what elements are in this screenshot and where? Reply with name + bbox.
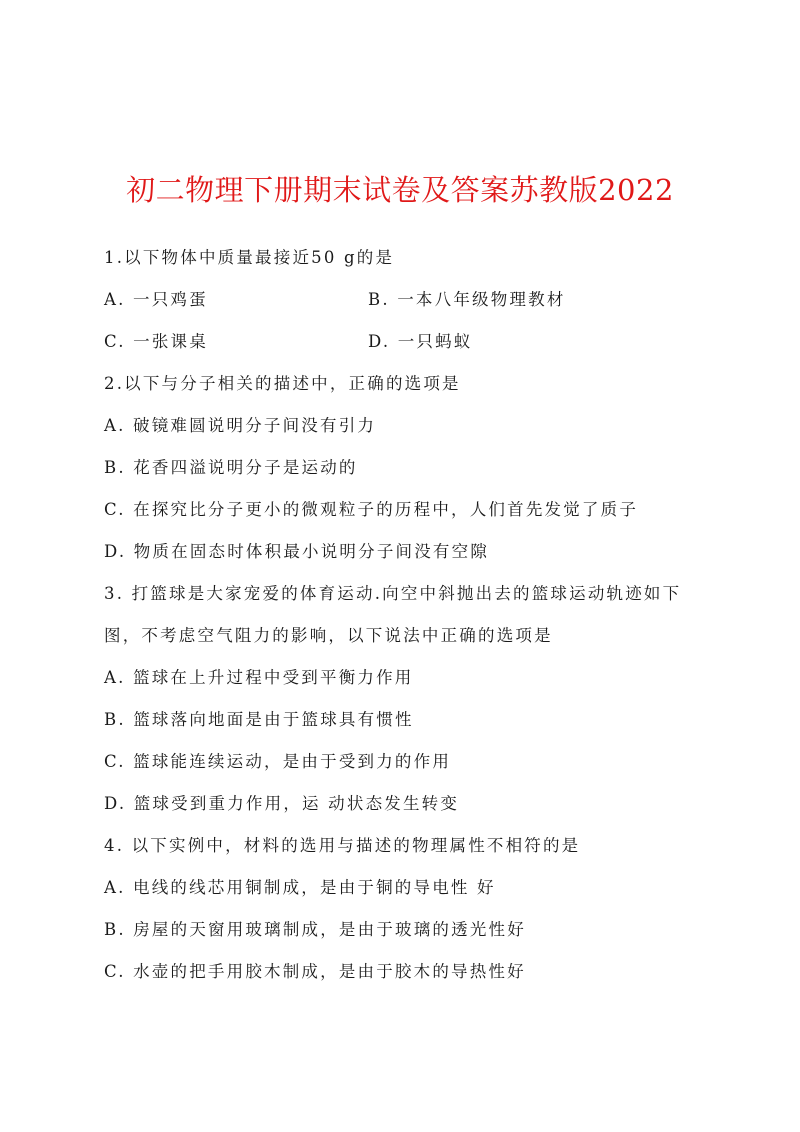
question-4-option-b: B. 房屋的天窗用玻璃制成，是由于玻璃的透光性好 [104,920,526,939]
question-3-stem-line-2: 图，不考虑空气阻力的影响，以下说法中正确的选项是 [104,626,553,645]
question-4-stem: 4. 以下实例中，材料的选用与描述的物理属性不相符的是 [104,836,581,855]
question-2-option-b: B. 花香四溢说明分子是运动的 [104,458,358,477]
question-1-option-a: A. 一只鸡蛋 [104,290,208,309]
question-1-option-b: B. 一本八年级物理教材 [368,290,566,309]
question-1-option-c: C. 一张课桌 [104,332,208,351]
question-3-option-b: B. 篮球落向地面是由于篮球具有惯性 [104,710,414,729]
question-4-option-a: A. 电线的线芯用铜制成，是由于铜的导电性 好 [104,878,496,897]
question-3-option-d: D. 篮球受到重力作用，运 动状态发生转变 [104,794,460,813]
question-3-option-a: A. 篮球在上升过程中受到平衡力作用 [104,668,414,687]
question-2-option-c: C. 在探究比分子更小的微观粒子的历程中，人们首先发觉了质子 [104,500,639,519]
question-2-stem: 2.以下与分子相关的描述中，正确的选项是 [104,374,461,393]
document-title: 初二物理下册期末试卷及答案苏教版2022 [126,173,674,207]
question-2-option-d: D. 物质在固态时体积最小说明分子间没有空隙 [104,542,490,561]
question-2-option-a: A. 破镜难圆说明分子间没有引力 [104,416,377,435]
question-1-option-d: D. 一只蚂蚁 [368,332,473,351]
question-1-stem: 1.以下物体中质量最接近50 g的是 [104,248,395,267]
question-3-option-c: C. 篮球能连续运动，是由于受到力的作用 [104,752,452,771]
question-3-stem-line-1: 3. 打篮球是大家宠爱的体育运动.向空中斜抛出去的篮球运动轨迹如下 [104,584,682,603]
question-4-option-c: C. 水壶的把手用胶木制成，是由于胶木的导热性好 [104,962,526,981]
